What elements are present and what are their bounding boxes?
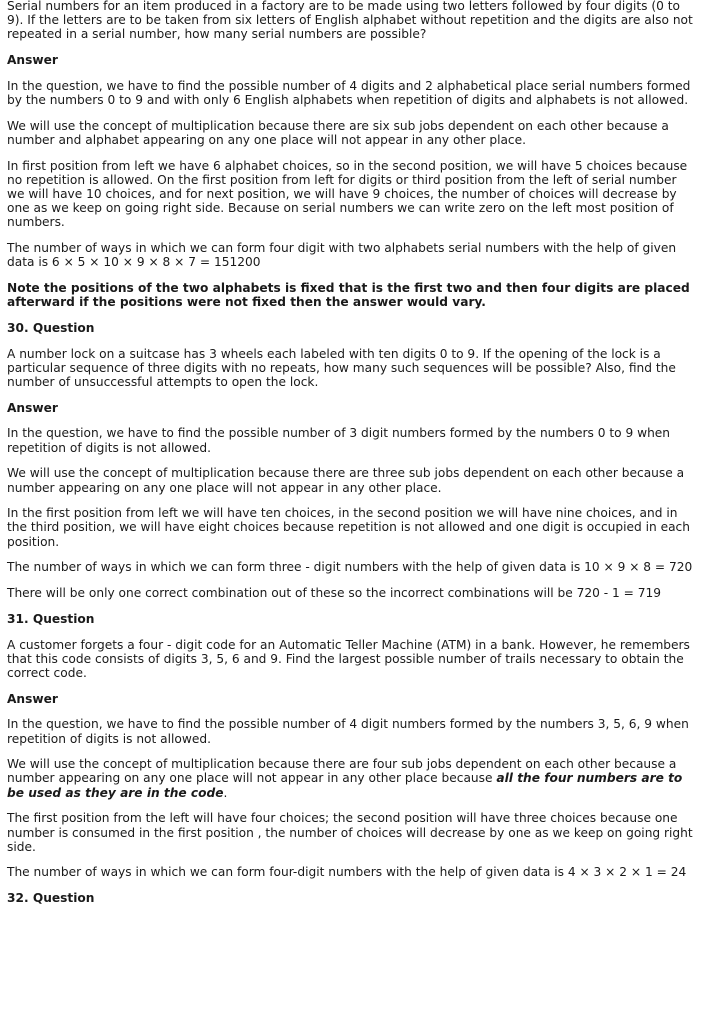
question-29-text: Serial numbers for an item produced in a factory are to be made using two letters followed by four digits (0 to 9). If the letters are to be taken from six letters of English alphabet without repetition and the digits are also not repeated in a serial number, how many serial numbers are possible?: [7, 0, 693, 42]
question-31-text: A customer forgets a four - digit code for an Automatic Teller Machine (ATM) in a bank. However, he remembers that this code consists of digits 3, 5, 6 and 9. Find the largest possible number of trails necessary to obtain the correct code.: [7, 637, 690, 680]
answer-paragraph: The number of ways in which we can form three - digit numbers with the help of given data is 10 × 9 × 8 = 720: [7, 560, 693, 575]
question-30-text: A number lock on a suitcase has 3 wheels each labeled with ten digits 0 to 9. If the opening of the lock is a particular sequence of three digits with no repeats, how many such sequences will be possible? Also, find the number of unsuccessful attempts to open the lock.: [7, 346, 676, 390]
answer-paragraph: In the question, we have to find the possible number of 4 digit numbers formed by the numbers 3, 5, 6, 9 when repetition of digits is not allowed.: [7, 717, 689, 746]
answer-paragraph: In the question, we have to find the possible number of 3 digit numbers formed by the numbers 0 to 9 when repetition of digits is not allowed.: [7, 426, 671, 455]
answer-paragraph: The number of ways in which we can form four-digit numbers with the help of given data is 4 × 3 × 2 × 1 = 24: [7, 865, 687, 880]
answer-paragraph: The first position from the left will have four choices; the second position will have three choices because one number is consumed in the first position , the number of choices will decrease by one as we keep on going right side.: [7, 811, 693, 854]
answer-paragraph-emphasis: [7, 757, 695, 800]
answer-heading: Answer: [7, 400, 58, 415]
answer-paragraph: We will use the concept of multiplication because there are six sub jobs dependent on each other because a number and alphabet appearing on any one place will not appear in any other place.: [7, 118, 669, 147]
question-31-heading: 31. Question: [7, 611, 95, 626]
answer-paragraph: In the first position from left we will have ten choices, in the second position we will have nine choices, and in the third position, we will have eight choices because repetition is not allowed and one digit is occupied in each position.: [7, 506, 690, 549]
answer-paragraph: The number of ways in which we can form four digit with two alphabets serial numbers with the help of given data is 6 × 5 × 10 × 9 × 8 × 7 = 151200: [7, 241, 677, 270]
question-30-heading: 30. Question: [7, 320, 95, 335]
answer-note: Note the positions of the two alphabets is fixed that is the first two and then four digits are placed afterward if the positions were not fixed then the answer would vary.: [7, 281, 690, 310]
answer-paragraph: There will be only one correct combination out of these so the incorrect combinations will be 720 - 1 = 719: [7, 586, 662, 601]
answer-heading: Answer: [7, 691, 58, 706]
paragraph-text: We will use the concept of multiplication because there are four sub jobs dependent on each other because a number appearing on any one place will not appear in any other place because: [7, 757, 677, 786]
answer-heading: Answer: [7, 53, 58, 68]
paragraph-end: .: [223, 785, 228, 800]
question-32-heading: 32. Question: [7, 891, 95, 906]
answer-paragraph: We will use the concept of multiplication because there are three sub jobs dependent on each other because a number appearing on any one place will not appear in any other place.: [7, 466, 685, 495]
answer-paragraph: In the question, we have to find the possible number of 4 digits and 2 alphabetical place serial numbers formed by the numbers 0 to 9 and with only 6 English alphabets when repetition of digits and alphabets is not allowed.: [7, 78, 691, 108]
emphasis-text: all the four numbers are to be used as they are in the code: [7, 771, 683, 800]
answer-paragraph: In first position from left we have 6 alphabet choices, so in the second position, we will have 5 choices because no repetition is allowed. On the first position from left for digits or third position from the left of serial number we will have 10 choices, and for next position, we will have 9 choices, the number of choices will decrease by one as we keep on going right side. Because on serial numbers we can write zero on the left most position of numbers.: [7, 158, 688, 230]
